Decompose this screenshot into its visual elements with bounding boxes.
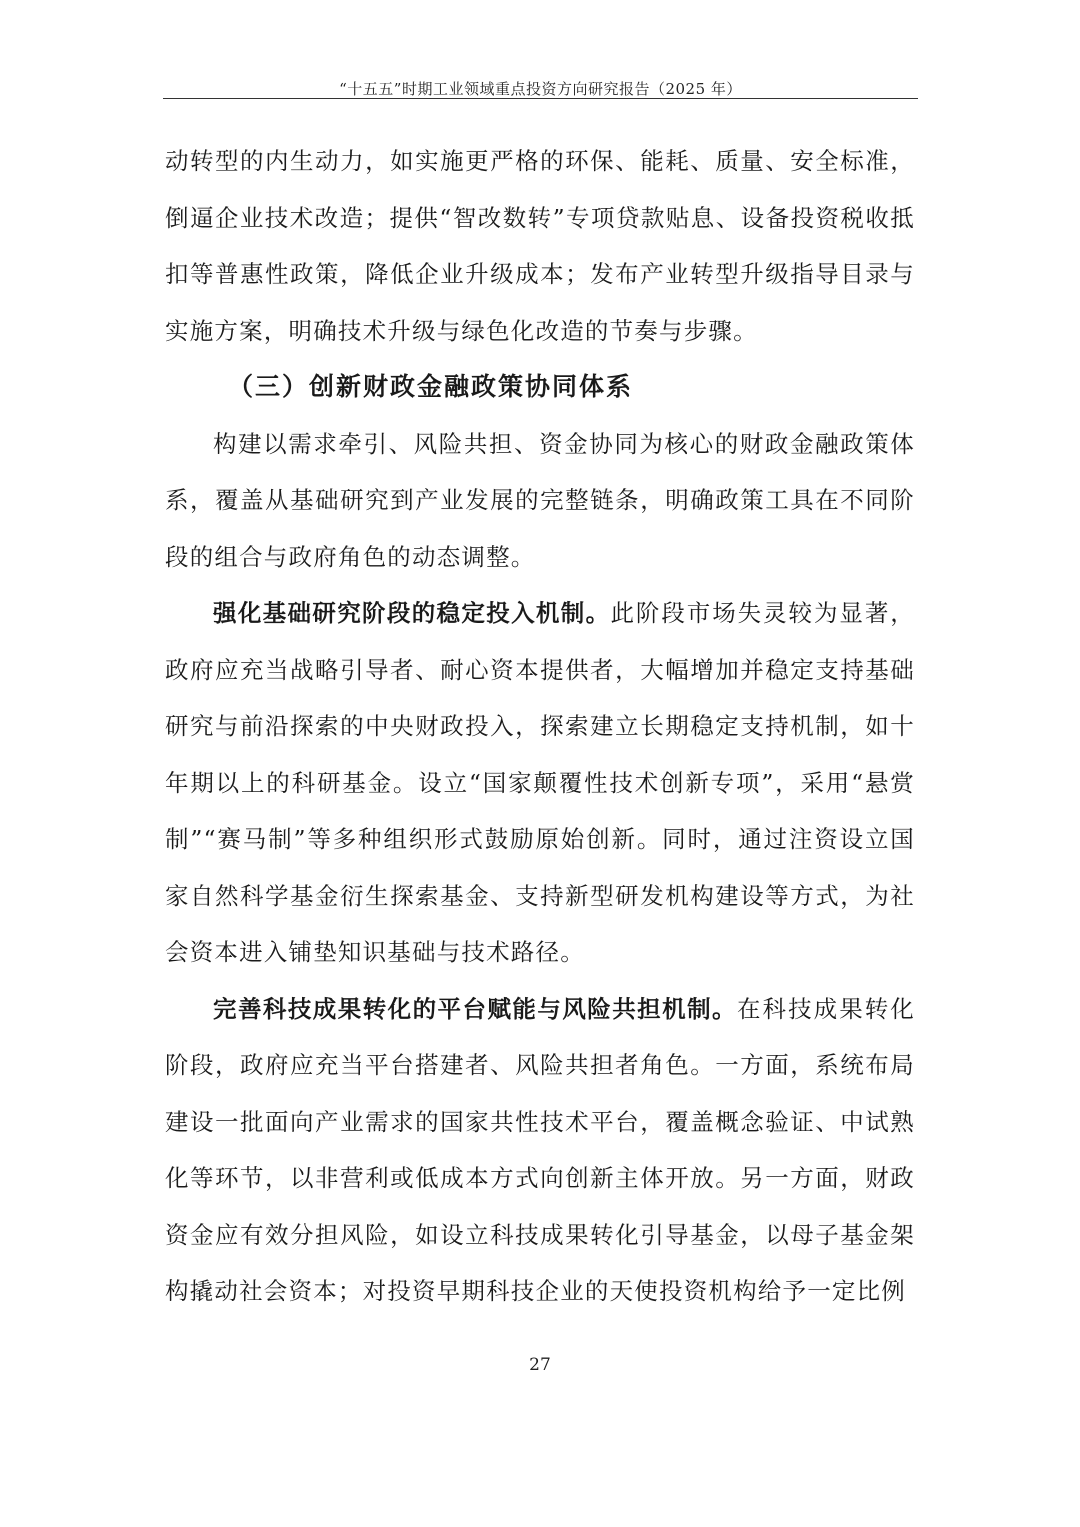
header-divider — [163, 98, 918, 99]
paragraph-lead-basic-research: 强化基础研究阶段的稳定投入机制。 — [213, 599, 611, 627]
section-heading: （三）创新财政金融政策协同体系 — [228, 372, 634, 401]
paragraph-text-basic-research: 此阶段市场失灵较为显著，政府应充当战略引导者、耐心资本提供者，大幅增加并稳定支持基础研究与前沿探索的中央财政投入，探索建立长期稳定支持机制，如十年期以上的科研基金。设立“国家颠覆性技术创新专项”，采用“悬赏制”“赛马制”等多种组织形式鼓励原始创新。同时，通过注资设立国家自然科学基金衍生探索基金、支持新型研发机构建设等方式，为社会资本进入铺垫知识基础与技术路径。 — [165, 599, 915, 966]
paragraph-basic-research — [165, 585, 915, 981]
running-header: “十五五”时期工业领域重点投资方向研究报告（2025 年） — [339, 80, 742, 98]
page-body — [165, 133, 915, 1320]
paragraph-text-tech-transfer: 在科技成果转化阶段，政府应充当平台搭建者、风险共担者角色。一方面，系统布局建设一批面向产业需求的国家共性技术平台，覆盖概念验证、中试熟化等环节，以非营利或低成本方式向创新主体开放。另一方面，财政资金应有效分担风险，如设立科技成果转化引导基金，以母子基金架构撬动社会资本；对投资早期科技企业的天使投资机构给予一定比例 — [165, 994, 915, 1305]
paragraph-lead-tech-transfer: 完善科技成果转化的平台赋能与风险共担机制。 — [213, 994, 737, 1023]
paragraph-intro: 构建以需求牵引、风险共担、资金协同为核心的财政金融政策体系，覆盖从基础研究到产业发展的完整链条，明确政策工具在不同阶段的组合与政府角色的动态调整。 — [165, 429, 915, 571]
paragraph-tech-transfer — [165, 981, 915, 1320]
page-number: 27 — [529, 1355, 551, 1375]
paragraph-continued: 动转型的内生动力，如实施更严格的环保、能耗、质量、安全标准，倒逼企业技术改造；提供“智改数转”专项贷款贴息、设备投资税收抵扣等普惠性政策，降低企业升级成本；发布产业转型升级指导目录与实施方案，明确技术升级与绿色化改造的节奏与步骤。 — [165, 147, 915, 345]
